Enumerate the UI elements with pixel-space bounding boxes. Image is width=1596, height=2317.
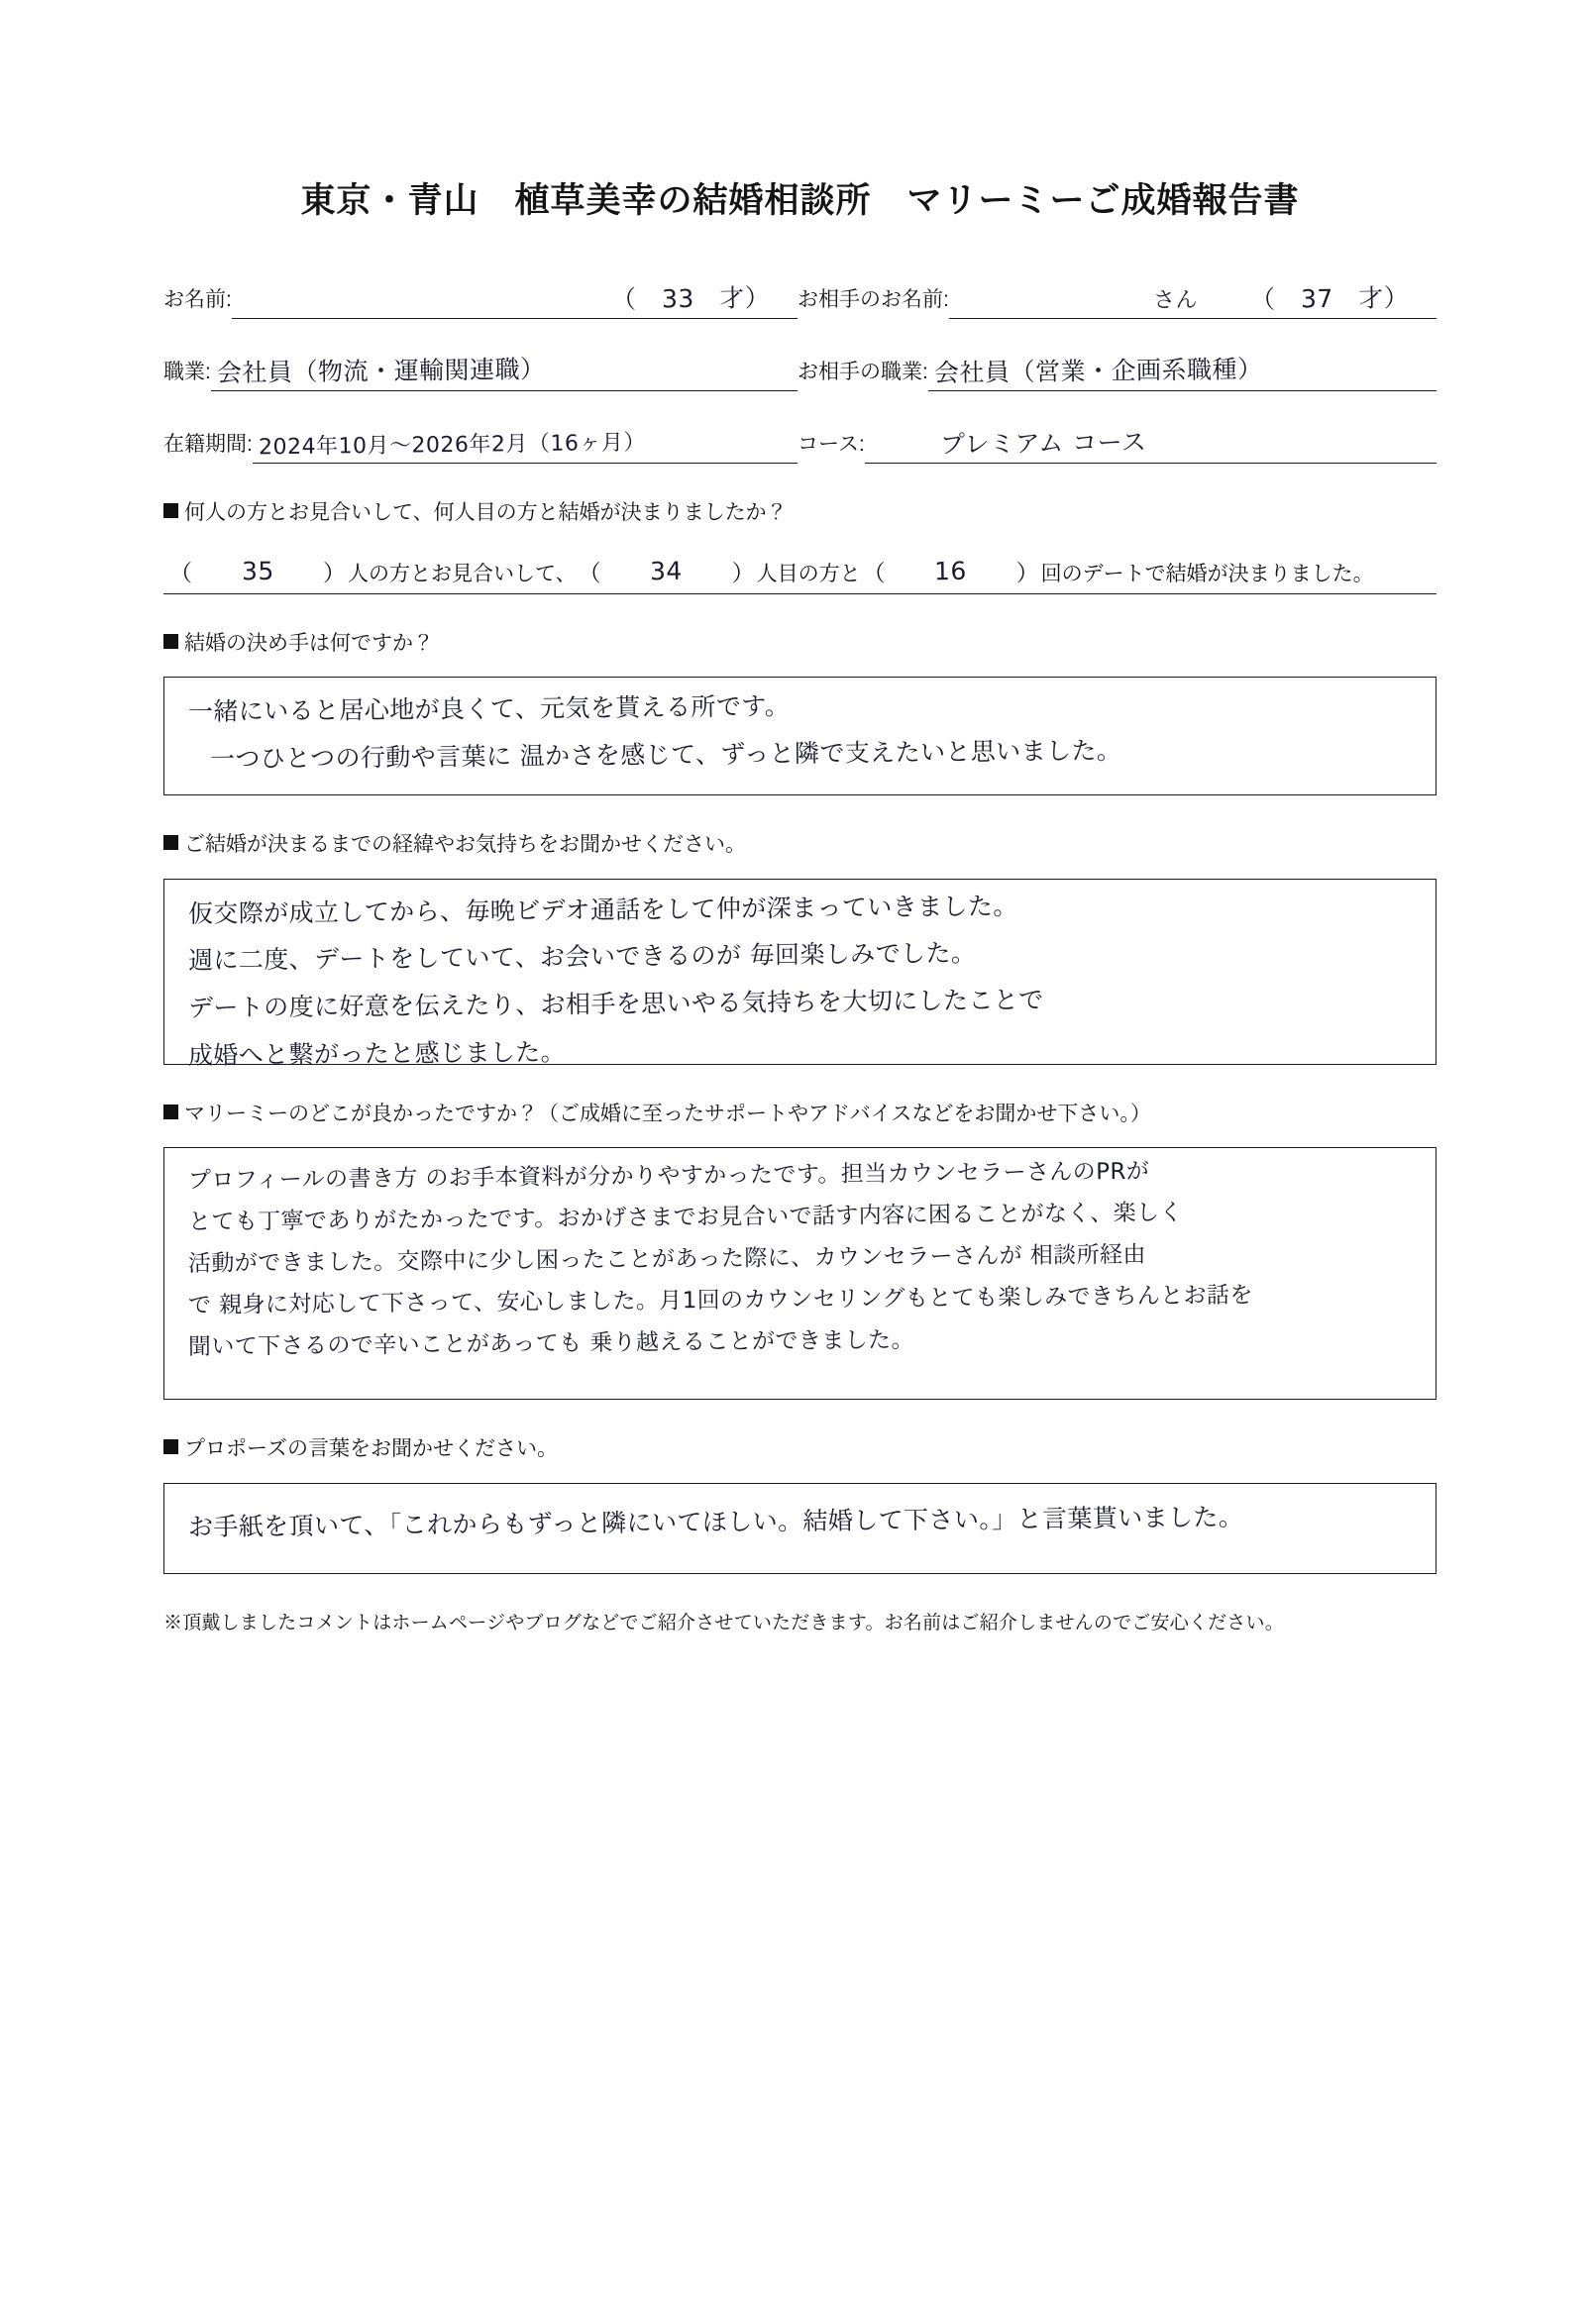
job-input[interactable] xyxy=(211,347,798,391)
report-sheet xyxy=(163,173,1436,1634)
page-title: 東京・青山 植草美幸の結婚相談所 マリーミーご成婚報告書 xyxy=(300,181,1300,220)
count-part-1: 人の方とお見合いして、 xyxy=(348,562,577,585)
course-value: プレミアム コース xyxy=(939,427,1147,460)
count-sentence-row xyxy=(163,555,1436,594)
person-number-value: 34 xyxy=(650,557,684,586)
job-field-group xyxy=(163,347,798,391)
partner-job-input[interactable] xyxy=(928,347,1436,391)
answer-4-line-2: とても丁寧でありがたかったです。おかげさまでお見合いで話す内容に困ることがなく、楽しく xyxy=(187,1200,1183,1236)
question-1-label xyxy=(163,497,1436,529)
bullet-square-icon xyxy=(163,1439,178,1454)
name-age-value: （ 33 才） xyxy=(610,282,771,314)
answer-3-line-2: 週に二度、デートをしていて、お会いできるのが 毎回楽しみでした。 xyxy=(187,938,977,976)
partner-age-value: （ 37 才） xyxy=(1249,282,1410,314)
answer-4-line-4: で 親身に対応して下さって、安心しました。月1回のカウンセリングもとても楽しみできちんとお話を xyxy=(187,1282,1253,1319)
paren-open-2: （ xyxy=(578,559,601,585)
answer-3-line-4: 成婚へと繋がったと感じました。 xyxy=(187,1037,567,1070)
answer-3-box[interactable] xyxy=(163,879,1436,1070)
course-field-group xyxy=(798,419,1436,464)
job-value: 会社員（物流・運輸関連職） xyxy=(216,354,546,387)
count-part-3: 回のデートで結婚が決まりました。 xyxy=(1040,562,1374,585)
bullet-square-icon xyxy=(163,503,178,518)
bullet-square-icon xyxy=(163,835,178,850)
answer-2-line-2: 一つひとつの行動や言葉に 温かさを感じて、ずっと隣で支えたいと思いました。 xyxy=(209,735,1122,774)
question-2-label xyxy=(163,628,1436,660)
period-course-row xyxy=(163,419,1436,464)
answer-3-line-3: デートの度に好意を伝えたり、お相手を思いやる気持ちを大切にしたことで xyxy=(187,985,1044,1022)
answer-3-line-1: 仮交際が成立してから、毎晩ビデオ通話をして仲が深まっていきました。 xyxy=(187,891,1018,928)
omiai-count-value: 35 xyxy=(241,557,274,586)
question-3-text: ご結婚が決まるまでの経緯やお気持ちをお聞かせください。 xyxy=(184,833,746,856)
partner-name-value: さん xyxy=(1152,287,1199,313)
period-value: 2024年10月〜2026年2月（16ヶ月） xyxy=(258,430,646,460)
omiai-count-input[interactable] xyxy=(194,556,321,586)
question-2-text: 結婚の決め手は何ですか？ xyxy=(184,631,434,655)
answer-5-line-1: お手紙を頂いて、「これからもずっと隣にいてほしい。結婚して下さい。」と言葉貰いました。 xyxy=(187,1502,1244,1541)
paren-open-1: （ xyxy=(169,559,192,585)
answer-4-line-5: 聞いて下さるので辛いことがあっても 乗り越えることができました。 xyxy=(187,1327,914,1361)
bullet-square-icon xyxy=(163,1105,178,1119)
partner-job-label: お相手の職業: xyxy=(798,361,928,383)
paren-close-1: ） xyxy=(323,559,346,585)
question-4-label xyxy=(163,1099,1436,1130)
count-part-2: 人目の方と xyxy=(756,562,861,585)
answer-4-line-3: 活動ができました。交際中に少し困ったことがあった際に、カウンセラーさんが 相談所経由 xyxy=(187,1241,1146,1278)
question-1-text: 何人の方とお見合いして、何人目の方と結婚が決まりましたか？ xyxy=(184,501,788,524)
answer-2-box[interactable] xyxy=(163,677,1436,795)
answer-2-line-1: 一緒にいると居心地が良くて、元気を貰える所です。 xyxy=(187,691,791,726)
partner-name-label: お相手のお名前: xyxy=(798,288,949,311)
name-label: お名前: xyxy=(163,288,232,311)
paren-open-3: （ xyxy=(862,559,886,585)
paren-close-3: ） xyxy=(1015,559,1039,585)
question-5-text: プロポーズの言葉をお聞かせください。 xyxy=(184,1437,558,1460)
job-label: 職業: xyxy=(163,361,211,383)
question-5-label xyxy=(163,1433,1436,1465)
footnote: ※頂戴しましたコメントはホームページやブログなどでご紹介させていただきます。お名前はご紹介しませんのでご安心ください。 xyxy=(163,1612,1284,1633)
answer-4-line-1: プロフィールの書き方 のお手本資料が分かりやすかったです。担当カウンセラーさんのPRが xyxy=(187,1158,1150,1194)
partner-name-field-group xyxy=(798,274,1436,319)
date-count-input[interactable] xyxy=(888,556,1014,586)
name-row xyxy=(163,274,1436,319)
question-4-text: マリーミーのどこが良かったですか？（ご成婚に至ったサポートやアドバイスなどをお聞かせ下さい。） xyxy=(184,1102,1151,1125)
period-input[interactable] xyxy=(253,419,798,464)
period-field-group xyxy=(163,419,798,464)
answer-5-box[interactable] xyxy=(163,1483,1436,1574)
course-input[interactable] xyxy=(865,419,1436,464)
partner-job-field-group xyxy=(798,347,1436,391)
paren-close-2: ） xyxy=(731,559,755,585)
answer-4-box[interactable] xyxy=(163,1147,1436,1400)
course-label: コース: xyxy=(798,433,865,456)
name-input[interactable] xyxy=(232,274,798,319)
period-label: 在籍期間: xyxy=(163,433,253,456)
bullet-square-icon xyxy=(163,634,178,649)
question-3-label xyxy=(163,829,1436,861)
name-field-group xyxy=(163,274,798,319)
date-count-value: 16 xyxy=(934,557,968,586)
person-number-input[interactable] xyxy=(603,556,730,586)
partner-job-value: 会社員（営業・企画系職種） xyxy=(933,354,1263,387)
partner-name-input[interactable] xyxy=(949,274,1436,319)
job-row xyxy=(163,347,1436,391)
